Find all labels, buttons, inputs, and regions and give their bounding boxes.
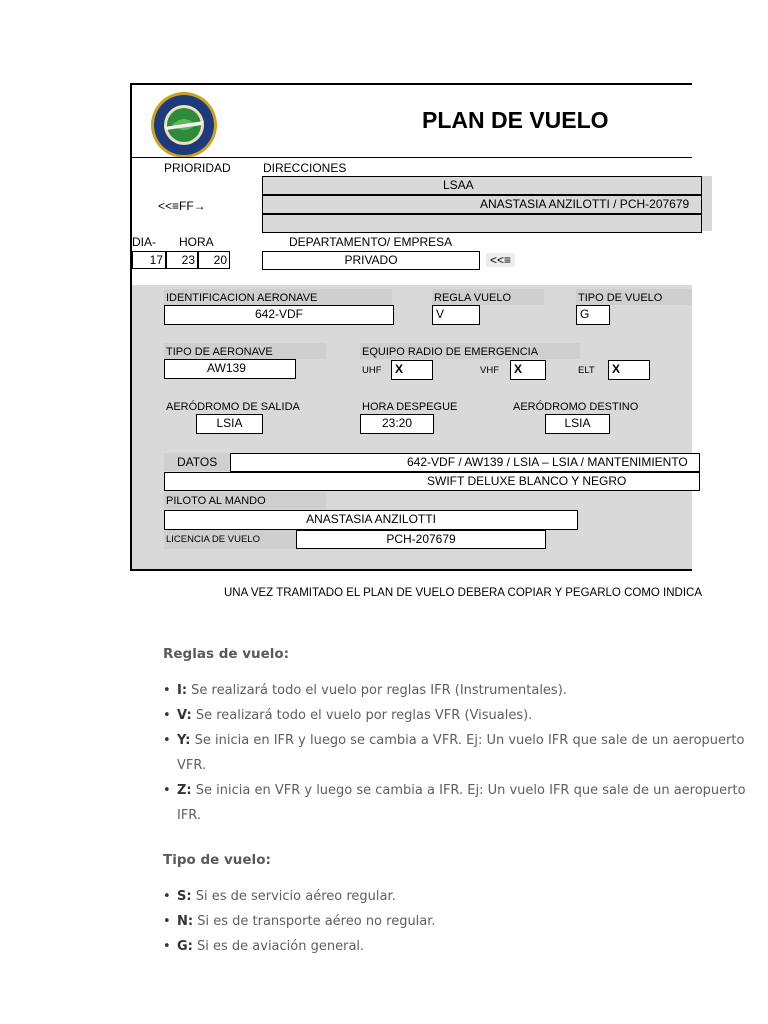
list-item: • N: Si es de transporte aéreo no regular.	[163, 914, 436, 929]
vhf-label: VHF	[480, 365, 499, 376]
piloto-field[interactable]: ANASTASIA ANZILOTTI	[164, 510, 578, 530]
departamento-field[interactable]: PRIVADO	[262, 251, 480, 270]
tipo-vuelo-field[interactable]	[576, 305, 610, 325]
list-item: • Y: Se inicia en IFR y luego se cambia a VFR. Ej: Un vuelo IFR que sale de un aeropuerto VFR.	[163, 733, 745, 773]
identificacion-label: IDENTIFICACION AERONAVE	[166, 292, 318, 304]
tipo-vuelo-value: G	[580, 307, 590, 321]
reglas-heading: Reglas de vuelo:	[163, 646, 290, 662]
tipo-vuelo-label: TIPO DE VUELO	[578, 292, 663, 304]
seal-logo	[150, 91, 218, 159]
identificacion-field[interactable]: 642-VDF	[164, 305, 394, 325]
salida-field[interactable]: LSIA	[196, 414, 263, 434]
min-value: 20	[213, 253, 227, 267]
hora-value: 23	[181, 253, 195, 267]
piloto-label: PILOTO AL MANDO	[166, 495, 266, 507]
hora-label: HORA	[179, 235, 214, 249]
regla-value: V	[436, 307, 445, 321]
direcciones-label: DIRECCIONES	[263, 161, 347, 175]
vhf-value: X	[514, 362, 523, 376]
list-item: • I: Se realizará todo el vuelo por reglas IFR (Instrumentales).	[163, 683, 567, 698]
direccion-3[interactable]	[262, 214, 702, 233]
tipo-aeronave-label: TIPO DE AERONAVE	[166, 346, 273, 358]
tipo-heading: Tipo de vuelo:	[163, 852, 271, 868]
datos-line2[interactable]: SWIFT DELUXE BLANCO Y NEGRO	[164, 472, 700, 491]
elt-field[interactable]	[608, 360, 650, 380]
form-title: PLAN DE VUELO	[422, 107, 609, 133]
destino-label: AERÓDROMO DESTINO	[513, 401, 639, 413]
uhf-field[interactable]	[391, 360, 433, 380]
rules-section	[163, 640, 746, 960]
uhf-label: UHF	[362, 365, 382, 376]
datos-label: DATOS	[177, 455, 218, 469]
equipo-label: EQUIPO RADIO DE EMERGENCIA	[362, 346, 539, 358]
dia-field[interactable]	[132, 251, 166, 269]
tipo-aeronave-field[interactable]: AW139	[164, 359, 296, 379]
dia-label: DIA-	[132, 235, 156, 249]
direccion-1[interactable]: LSAA	[262, 176, 702, 195]
departamento-label: DEPARTAMENTO/ EMPRESA	[289, 235, 453, 249]
destino-field[interactable]: LSIA	[545, 414, 610, 434]
prioridad-value: <<≡FF→	[158, 199, 206, 213]
list-item: • G: Si es de aviación general.	[163, 939, 365, 954]
licencia-field[interactable]: PCH-207679	[296, 530, 546, 549]
prioridad-label: PRIORIDAD	[164, 161, 231, 175]
despegue-label: HORA DESPEGUE	[362, 401, 458, 413]
vhf-field[interactable]	[510, 360, 546, 380]
datos-line1[interactable]: 642-VDF / AW139 / LSIA – LSIA / MANTENIMIENTO	[230, 453, 700, 472]
licencia-label: LICENCIA DE VUELO	[166, 534, 260, 545]
despegue-field[interactable]: 23:20	[360, 414, 434, 434]
elt-value: X	[612, 362, 621, 376]
elt-label: ELT	[578, 365, 595, 376]
direccion-2[interactable]: ANASTASIA ANZILOTTI / PCH-207679	[262, 195, 702, 214]
list-item: • Z: Se inicia en VFR y luego se cambia a IFR. Ej: Un vuelo IFR que sale de un aeropuerto IFR.	[163, 783, 746, 823]
dia-value: 17	[149, 253, 163, 267]
tipo-list	[163, 884, 683, 959]
salida-label: AERÓDROMO DE SALIDA	[166, 401, 300, 413]
flight-plan-form	[130, 83, 692, 571]
notice-text: UNA VEZ TRAMITADO EL PLAN DE VUELO DEBERA COPIAR Y PEGARLO COMO INDICA	[224, 587, 703, 599]
list-item: • S: Si es de servicio aéreo regular.	[163, 889, 396, 904]
reglas-list	[163, 678, 746, 828]
min-field[interactable]	[198, 251, 230, 269]
hora-field[interactable]	[166, 251, 198, 269]
list-item: • V: Se realizará todo el vuelo por reglas VFR (Visuales).	[163, 708, 533, 723]
departamento-suffix: <<≡	[486, 253, 515, 267]
regla-field[interactable]	[432, 305, 480, 325]
uhf-value: X	[395, 362, 404, 376]
regla-label: REGLA VUELO	[434, 292, 512, 304]
